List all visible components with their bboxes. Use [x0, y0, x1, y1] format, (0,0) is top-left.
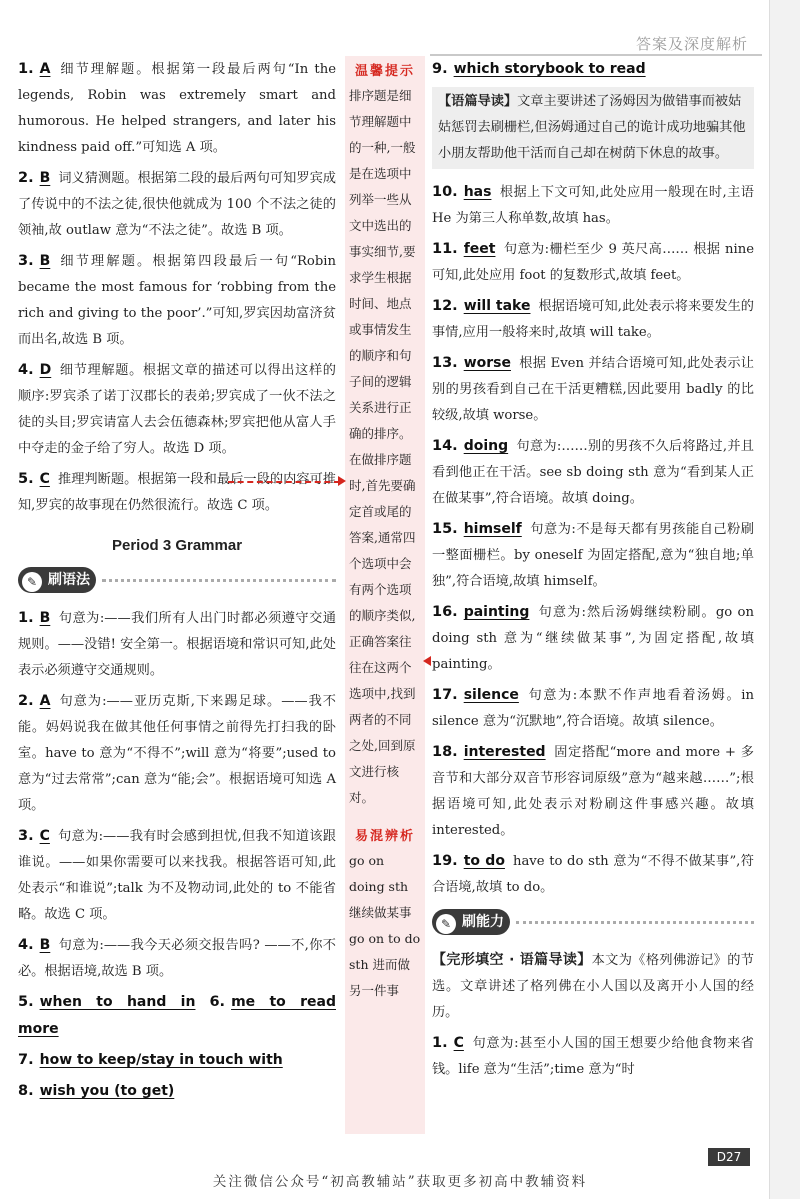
section-banner-ability: [432, 907, 754, 939]
confuse-title: 易混辨析: [354, 829, 415, 844]
banner-dots: [102, 579, 336, 582]
answer-item: 11. feet 句意为:栅栏至少 9 英尺高…… 根据 nine 可知,此处应用 foot 的复数形式,故填 feet。: [432, 241, 754, 283]
pointer-arrow-icon: [338, 476, 346, 486]
margin-notes: [345, 56, 425, 1134]
page-number: D27: [708, 1148, 750, 1166]
page-edge: [769, 0, 800, 1199]
answer-item: 13. worse 根据 Even 并结合语境可知,此处表示让别的男孩看到自己在干活更糟糕,因此要用 badly 的比较级,故填 worse。: [432, 355, 754, 423]
pencil-icon: ✎: [22, 572, 42, 592]
banner-dots: [516, 921, 754, 924]
answer-item: 19. to do have to do sth 意为“不得不做某事”,符合语境,故填 to do。: [432, 853, 754, 895]
answer-item: 3. C 句意为:——我有时会感到担忧,但我不知道该跟谁说。——如果你需要可以来找我。根据答语可知,此处表示“和谁说”;talk 为不及物动词,此处的 to 不能省略。故选 C 项。: [18, 828, 336, 922]
header-title: 答案及深度解析: [635, 35, 748, 53]
answer-item: 17. silence 句意为:本默不作声地看着汤姆。in silence 意为“沉默地”,符合语境。故填 silence。: [432, 687, 754, 729]
pencil-icon: ✎: [436, 914, 456, 934]
page-header: [0, 0, 800, 52]
tip-text: 排序题是细节理解题中的一种,一般是在选项中列举一些从文中选出的事实细节,要求学生根据时间、地点或事情发生的顺序和句子间的逻辑关系进行正确的排序。在做排序题时,首先要确定首或尾的答案,通常四个选项中会有两个选项的顺序类似,正确答案往往在这两个选项中,找到两者的不同之处,回到原文进行核对。: [349, 88, 416, 805]
answer-item: 2. B 词义猜测题。根据第二段的最后两句可知罗宾成了传说中的不法之徒,很快他就成为 100 个不法之徒的领袖,故 outlaw 意为“不法之徒”。故选 B 项。: [18, 170, 336, 238]
section-banner-grammar: [18, 565, 336, 597]
answer-item: 3. B 细节理解题。根据第四段最后一句“Robin became the most famous for ‘robbing from the rich and giving to the poor’.”可知,罗宾因劫富济贫而出名,故选 B 项。: [18, 253, 336, 347]
answer-item: 16. painting 句意为:然后汤姆继续粉刷。go on doing sth 意为“继续做某事”,为固定搭配,故填 painting。: [432, 604, 754, 672]
answer-item: 14. doing 句意为:……别的男孩不久后将路过,并且看到他正在干活。see sb doing sth 意为“看到某人正在做某事”,符合语境。故填 doing。: [432, 438, 754, 506]
right-column: [432, 56, 754, 1087]
answer-item: 1. C 句意为:甚至小人国的国王想要少给他食物来省钱。life 意为“生活”;time 意为“时: [432, 1035, 754, 1077]
short-answer-row: 8. wish you (to get): [18, 1083, 175, 1099]
short-answer-row: 5. when to hand in 6. me to read more: [18, 994, 336, 1037]
answer-item: 4. B 句意为:——我今天必须交报告吗? ——不,你不必。根据语境,故选 B 项。: [18, 937, 336, 979]
answer-item: 12. will take 根据语境可知,此处表示将来要发生的事情,应用一般将来时,故填 will take。: [432, 298, 754, 340]
banner-badge: ✎ 刷语法: [18, 567, 96, 593]
confuse-text: go on doing sth 继续做某事 go on to do sth 进而做另一件事: [349, 853, 421, 998]
short-answer-row: 7. how to keep/stay in touch with: [18, 1052, 283, 1068]
answer-item: 2. A 句意为:——亚历克斯,下来踢足球。——我不能。妈妈说我在做其他任何事情之前得先打扫我的卧室。have to 意为“不得不”;will 意为“将要”;used to 意为“过去常常”;can 意为“能;会”。根据语境可知选 A 项。: [18, 693, 336, 813]
answer-item: 15. himself 句意为:不是每天都有男孩能自己粉刷一整面栅栏。by oneself 为固定搭配,意为“独自地;单独”,符合语境,故填 himself。: [432, 521, 754, 589]
footer-note: 关注微信公众号“初高教辅站”获取更多初高中教辅资料: [212, 1174, 588, 1190]
reading-guide: 【语篇导读】文章主要讲述了汤姆因为做错事而被姑姑惩罚去刷栅栏,但汤姆通过自己的诡计成功地骗其他小朋友帮助他干活而自己却在树荫下休息的故事。: [432, 87, 754, 169]
pointer-arrow-icon: [423, 656, 431, 666]
period-heading: Period 3 Grammar: [111, 537, 243, 554]
answer-item: 18. interested 固定搭配“more and more + 多音节和大部分双音节形容词原级”意为“越来越……”;根据语境可知,此处表示对粉刷这件事感兴趣。故填 interested。: [432, 744, 754, 838]
answer-item: 9. which storybook to read: [432, 61, 646, 77]
answer-item: 5. C 推理判断题。根据第一段和最后一段的内容可推知,罗宾的故事现在仍然很流行。故选 C 项。: [18, 471, 336, 513]
answer-item: 4. D 细节理解题。根据文章的描述可以得出这样的顺序:罗宾杀了诺丁汉郡长的表弟;罗宾成了一伙不法之徒的头目;罗宾请富人去会伍德森林;罗宾把他从富人手中夺走的金子给了穷人。故选 D 项。: [18, 362, 336, 456]
pointer-dash: [228, 481, 340, 483]
cloze-guide: 【完形填空 · 语篇导读】本文为《格列佛游记》的节选。文章讲述了格列佛在小人国以及离开小人国的经历。: [432, 952, 754, 1020]
banner-badge: ✎ 刷能力: [432, 909, 510, 935]
answer-item: 10. has 根据上下文可知,此处应用一般现在时,主语 He 为第三人称单数,故填 has。: [432, 184, 754, 226]
tip-title: 温馨提示: [354, 64, 415, 79]
answer-item: 1. A 细节理解题。根据第一段最后两句“In the legends, Robin was extremely smart and humorous. He helped strangers, and later his kindness paid off.”可知选 A 项。: [18, 61, 336, 155]
left-column: [18, 56, 336, 1109]
answer-item: 1. B 句意为:——我们所有人出门时都必须遵守交通规则。——没错! 安全第一。根据语境和常识可知,此处表示必须遵守交通规则。: [18, 610, 336, 678]
